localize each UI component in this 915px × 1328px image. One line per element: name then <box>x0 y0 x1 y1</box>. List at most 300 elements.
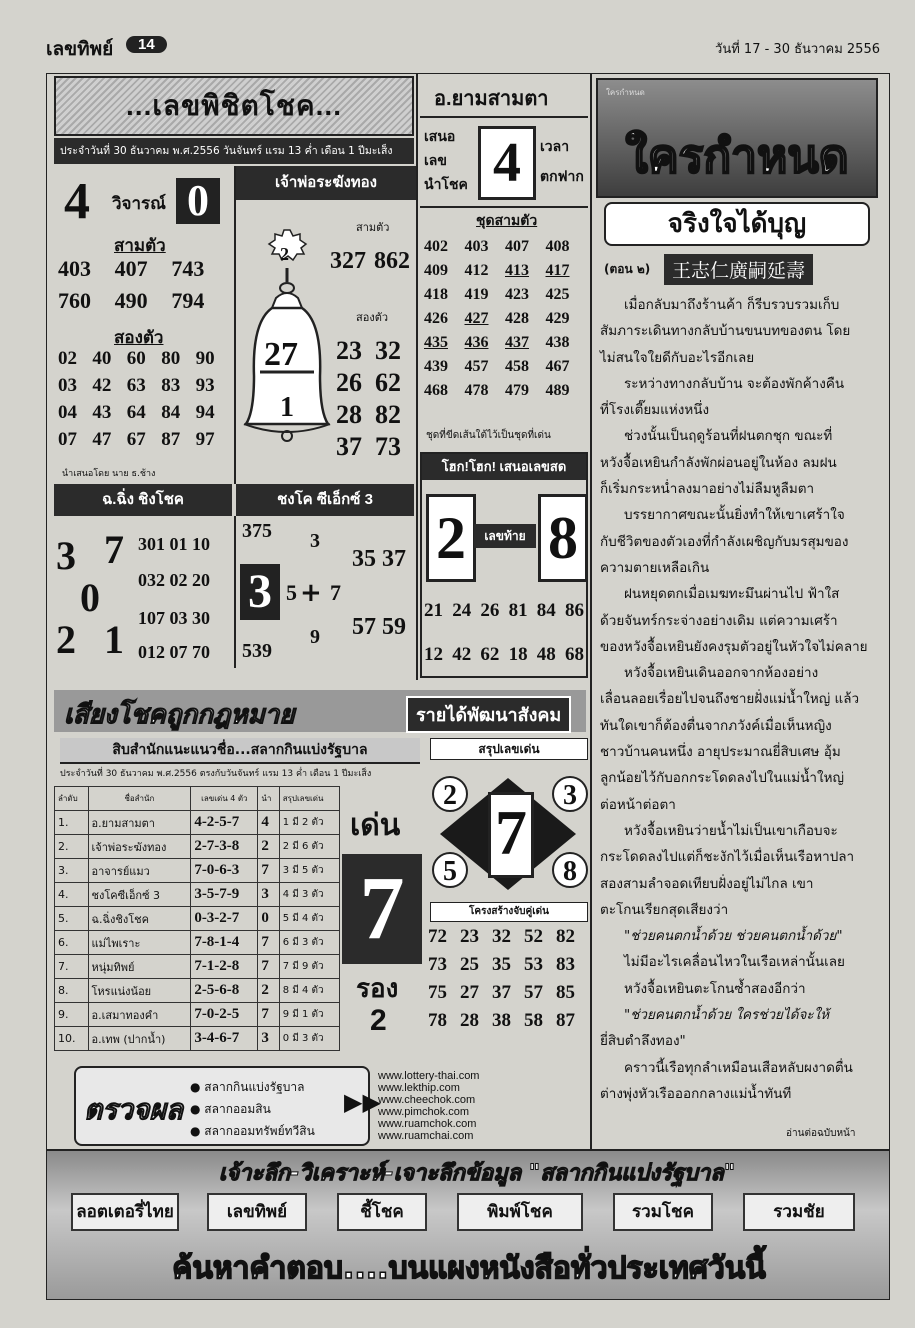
footer-tagline: เจ้าะลึก-วิเคราะห์-เจาะลึกข้อมูล "สลากกินแบ่งรัฐบาล" <box>218 1161 736 1186</box>
issue-date: วันที่ 17 - 30 ธันวาคม 2556 <box>715 42 880 57</box>
site-link[interactable]: www.lottery-thai.com <box>378 1070 480 1082</box>
bell-two-num: 28 <box>336 400 362 429</box>
two-num: 90 <box>195 348 215 369</box>
yam-num: 407 <box>505 238 529 255</box>
story-line: ของหวังจื้อเหยินยังคงรุมตัวอยู่ในหัวใจไม่คลาย <box>600 638 868 655</box>
cell: อ.เทพ (ปากน้ำ) <box>88 1027 191 1051</box>
hot-num: 42 <box>452 644 472 665</box>
story-continue: อ่านต่อฉบับหน้า <box>786 1128 856 1139</box>
table-row <box>55 859 340 883</box>
rong-value: 2 <box>370 1004 387 1037</box>
yam-num: 402 <box>424 238 448 255</box>
arrow-icon: ▶▶ <box>344 1088 381 1116</box>
two-num: 43 <box>92 402 112 423</box>
yam-num: 439 <box>424 358 448 375</box>
site-link[interactable]: www.cheechok.com <box>378 1094 476 1106</box>
two-num: 40 <box>92 348 112 369</box>
story-line: ช่วงนั้นเป็นฤดูร้อนที่ฝนตกชุก ขณะที่ <box>624 428 833 445</box>
pair-num: 35 <box>492 954 511 975</box>
virun-right-box <box>176 178 220 224</box>
two-num: 97 <box>195 429 215 450</box>
ching-row-2: 032 02 20 <box>138 570 210 590</box>
yam-num: 426 <box>424 310 448 327</box>
chong-bottom-right: 9 <box>310 626 320 648</box>
cell: 0 มี 3 ตัว <box>279 1027 339 1051</box>
pair-num: 83 <box>556 954 575 975</box>
story-line: กระโดดลงไปแต่ก็ชะงักไว้เมื่อเห็นเรือหาปลา <box>600 849 855 866</box>
plus-icon: + <box>300 578 322 608</box>
cell: 7 มี 9 ตัว <box>279 955 339 979</box>
yam-num: 468 <box>424 382 448 399</box>
story-chinese: 王志仁廣嗣延壽 <box>664 254 813 285</box>
yam-num: 428 <box>505 310 529 327</box>
pair-num: 85 <box>556 982 575 1003</box>
hot-row-1 <box>424 600 584 622</box>
story-line: เลื่อนลอยเรื่อยไปจนถึงชายฝั่งแม่น้ำใหญ่ แล้ว <box>600 691 860 708</box>
pair-num: 53 <box>524 954 543 975</box>
ching-big-2: 7 <box>104 527 124 572</box>
story-line: ด้วยจันทร์กระจ่างอย่างเดิม แต่ความเศร้า <box>600 612 838 629</box>
pair-num: 78 <box>428 1010 447 1031</box>
sum-circle: 5 <box>432 852 468 888</box>
footer-badge: ลอตเตอรี่ไทย <box>71 1193 179 1231</box>
cell: 7-1-2-8 <box>191 955 258 979</box>
cell: 7-8-1-4 <box>191 931 258 955</box>
two-num: 03 <box>58 375 77 396</box>
sum-title: สรุปเลขเด่น <box>478 742 540 756</box>
two-num: 60 <box>126 348 146 369</box>
yam-title: อ.ยามสามตา <box>434 88 549 110</box>
hot-row-2 <box>424 644 584 666</box>
table-row <box>55 835 340 859</box>
bell-numerator: 27 <box>264 336 298 373</box>
ching-big-3: 0 <box>80 575 100 620</box>
pair-num: 52 <box>524 926 543 947</box>
cell: 2 <box>258 979 279 1003</box>
ching-big-1: 3 <box>56 533 76 578</box>
check-label: ตรวจผล <box>84 1093 183 1126</box>
site-link[interactable]: www.lekthip.com <box>378 1082 460 1094</box>
cell: ชงโคซีเอ็กซ์ 3 <box>88 883 191 907</box>
two-num: 64 <box>126 402 146 423</box>
yam-block <box>420 76 588 448</box>
check-item-label: สลากกินแบ่งรัฐบาล <box>204 1080 305 1094</box>
story-subtitle: จริงใจได้บุญ <box>667 209 807 239</box>
table-row <box>55 883 340 907</box>
yam-num: 408 <box>545 238 570 255</box>
two-grid <box>58 348 230 451</box>
story-line: ไม่มีอะไรเคลื่อนไหวในเรือเหล่านั้นเลย <box>624 954 845 971</box>
chong-center: 3 <box>248 565 272 618</box>
two-num: 80 <box>161 348 181 369</box>
footer-badge: รวมชัย <box>743 1193 855 1231</box>
virun-label: วิจารณ์ <box>112 194 166 213</box>
story-line: ยี่สิบตำลึงทอง" <box>600 1033 686 1050</box>
yam-num: 438 <box>545 334 570 351</box>
yam-num: 409 <box>424 262 448 279</box>
three-num: 407 <box>114 256 148 281</box>
yam-num: 417 <box>545 262 570 279</box>
bell-top-digit: 2 <box>280 244 289 264</box>
bell-two-grid <box>336 336 414 462</box>
story-line: ลูกน้อยไว้กับอกกระโดดลงไปในแม่น้ำใหญ่ <box>600 770 844 787</box>
three-num: 490 <box>114 288 148 313</box>
virun-left: 4 <box>64 173 90 230</box>
cell: อาจารย์แมว <box>88 859 191 883</box>
cell: 4 มี 3 ตัว <box>279 883 339 907</box>
col-header: สรุปเลขเด่น <box>279 787 339 811</box>
bell-block <box>234 166 416 484</box>
cell: 2. <box>55 835 89 859</box>
two-num: 47 <box>92 429 112 450</box>
yam-num: 425 <box>545 286 570 303</box>
hot-num: 48 <box>536 644 556 665</box>
chong-right-2: 57 59 <box>352 614 406 640</box>
cell: 9. <box>55 1003 89 1027</box>
bell-two-num: 73 <box>375 432 401 461</box>
rong-label: รอง <box>356 973 399 1003</box>
hot-num: 26 <box>480 600 500 621</box>
hot-num: 21 <box>424 600 443 621</box>
yam-num: 403 <box>464 238 489 255</box>
ching-row-3: 107 03 30 <box>138 608 210 628</box>
bell-two-num: 82 <box>375 400 401 429</box>
table-header <box>55 787 340 811</box>
cell: 0-3-2-7 <box>191 907 258 931</box>
story-line: ระหว่างทางกลับบ้าน จะต้องพักค้างคืน <box>624 375 845 392</box>
three-grid <box>58 256 228 314</box>
ching-big-4: 2 <box>56 617 76 662</box>
cell: 8 มี 4 ตัว <box>279 979 339 1003</box>
yam-label-1: เสนอ <box>424 128 456 144</box>
hot-left-box <box>426 494 476 582</box>
bell-three-2: 862 <box>374 248 410 274</box>
col-header: ลำดับ <box>55 787 89 811</box>
pair-num: 37 <box>492 982 511 1003</box>
chong-bottom-left: 539 <box>242 640 272 662</box>
site-list <box>378 1070 538 1142</box>
virun-right: 0 <box>187 176 209 225</box>
story-line: หวังจื้อเหยินว่ายน้ำไม่เป็นเขาเกือบจะ <box>624 822 838 839</box>
cell: 10. <box>55 1027 89 1051</box>
story-line: ฝนหยุดตกเมื่อเมฆทะมึนผ่านไป ฟ้าใส <box>624 586 840 603</box>
cell: 4 <box>258 811 279 835</box>
left-title-box <box>54 76 414 136</box>
cell: 4. <box>55 883 89 907</box>
story-line: บรรยากาศขณะนั้นยิ่งทำให้เขาเศร้าใจ <box>624 507 845 524</box>
two-num: 87 <box>161 429 181 450</box>
banner-right: รายได้พัฒนาสังคม <box>406 696 571 733</box>
chong-mid: 5 <box>286 580 297 605</box>
den-box <box>342 854 422 964</box>
story-line: ที่โรงเตี๊ยมแห่งหนึ่ง <box>600 402 710 419</box>
sum-title-box <box>430 738 588 760</box>
publication-name: เลขทิพย์ <box>46 39 114 60</box>
den-column <box>342 786 422 1056</box>
story-line: กับชีวิตของตัวเองที่กำลังเผชิญกับมรสุมของ <box>600 533 849 550</box>
story-line: ตะโกนเรียกสุดเสียงว่า <box>600 901 729 918</box>
yam-num: 467 <box>545 358 570 375</box>
cell: โหรแน่งน้อย <box>88 979 191 1003</box>
ching-title: ฉ.ฉิ่ง ชิงโชค <box>54 484 232 516</box>
three-num: 760 <box>58 288 91 313</box>
table-row <box>55 931 340 955</box>
pair-num: 57 <box>524 982 543 1003</box>
pair-num: 27 <box>460 982 479 1003</box>
col-header: นำ <box>258 787 279 811</box>
footer-badge: พิมพ์โชค <box>457 1193 583 1231</box>
cell: 6 มี 3 ตัว <box>279 931 339 955</box>
diamond-value: 7 <box>488 792 534 878</box>
yam-num: 489 <box>545 382 570 399</box>
two-num: 84 <box>161 402 181 423</box>
pair-num: 38 <box>492 1010 511 1031</box>
divider <box>416 74 418 680</box>
page-header <box>40 34 890 64</box>
cell: 9 มี 1 ตัว <box>279 1003 339 1027</box>
story-line: หวังจื้อเหยินกำลังพักผ่อนอยู่ในห้อง ลมฝน <box>600 454 837 471</box>
cell: 7 <box>258 859 279 883</box>
three-label: สามตัว <box>114 236 166 255</box>
cell: 3-4-6-7 <box>191 1027 258 1051</box>
chong-plus: 7 <box>330 580 341 605</box>
two-num: 67 <box>126 429 146 450</box>
pair-num: 28 <box>460 1010 479 1031</box>
story-line: ต่อหน้าต่อตา <box>600 796 676 813</box>
cell: แม่ไพเราะ <box>88 931 191 955</box>
hot-right-box <box>538 494 588 582</box>
story-line: สัมภาระเดินทางกลับบ้านขนบทของตน โดย <box>600 323 851 340</box>
chong-block <box>234 516 416 668</box>
story-line: ต่างพุ่งหัวเรือออกกลางแม่น้ำทันที <box>600 1085 792 1102</box>
left-date-bar <box>54 138 414 164</box>
yam-num: 478 <box>464 382 489 399</box>
story-line: "ช่วยคนตกน้ำด้วย ใครช่วยได้จะให้ <box>624 1007 830 1024</box>
story-line: สองสามลำจอดเทียบฝั่งอยู่ไม่ไกล เขา <box>600 875 814 892</box>
sum-circle: 2 <box>432 776 468 812</box>
chong-center-box <box>240 564 280 620</box>
table-row <box>55 979 340 1003</box>
two-num: 94 <box>195 402 215 423</box>
story-title: ใครกำหนด <box>625 129 849 183</box>
story-line: หวังจื้อเหยินตะโกนซ้ำสองอีกว่า <box>624 980 806 997</box>
story-line: หวังจื้อเหยินเดินออกจากห้องอย่าง <box>624 665 819 682</box>
story-line: "ช่วยคนตกน้ำด้วย ช่วยคนตกน้ำด้วย" <box>624 928 843 945</box>
story-line: ก็เริ่มกระหน่ำลงมาอย่างไม่ลืมหูลืมตา <box>600 481 815 498</box>
yam-num: 412 <box>464 262 489 279</box>
bell-three-1: 327 <box>330 248 366 274</box>
cell: 7 <box>258 1003 279 1027</box>
sum-circle: 8 <box>552 852 588 888</box>
hot-num: 68 <box>564 644 584 665</box>
pair-num: 25 <box>460 954 479 975</box>
yam-num: 436 <box>464 334 489 351</box>
footer-bottom: ค้นหาคำตอบ....บนแผงหนังสือทั่วประเทศวันนี้ <box>172 1251 766 1286</box>
footer-badge: รวมโชค <box>613 1193 713 1231</box>
bell-two-label: สองตัว <box>356 312 389 324</box>
pair-num: 82 <box>556 926 575 947</box>
story-header-intro: ใครกำหนด <box>606 88 645 97</box>
pair-num: 58 <box>524 1010 543 1031</box>
yam-grid <box>424 238 586 400</box>
cell: 0 <box>258 907 279 931</box>
cell: 6. <box>55 931 89 955</box>
table-row <box>55 955 340 979</box>
yam-right-2: ตกฟาก <box>540 168 584 184</box>
hot-left: 2 <box>436 505 466 571</box>
story-line: ชาวบ้านคนหนึ่ง อายุประมาณยี่สิบเศษ อุ้ม <box>600 744 841 761</box>
credit-line: นำเสนอโดย นาย ธ.ช้าง <box>62 469 156 479</box>
three-num: 743 <box>171 256 205 281</box>
virun-block <box>54 166 232 484</box>
story-line: คราวนี้เรือทุกลำเหมือนเสือหลับผงาดตื่น <box>624 1059 853 1076</box>
table-row <box>55 811 340 835</box>
pair-num: 87 <box>556 1010 575 1031</box>
cell: 7-0-6-3 <box>191 859 258 883</box>
page-number: 14 <box>126 36 167 53</box>
table-row <box>55 1003 340 1027</box>
bell-denominator: 1 <box>280 392 294 423</box>
site-link[interactable]: www.ruamchok.com <box>378 1118 477 1130</box>
hot-num: 81 <box>508 600 528 621</box>
chong-right-1: 35 37 <box>352 546 406 572</box>
two-num: 93 <box>195 375 215 396</box>
footer <box>46 1150 890 1300</box>
cell: อ.ยามสามตา <box>88 811 191 835</box>
two-label: สองตัว <box>114 328 164 347</box>
cell: 7 <box>258 955 279 979</box>
pairs-panel <box>426 902 588 1054</box>
cell: 5 มี 4 ตัว <box>279 907 339 931</box>
site-link[interactable]: www.pimchok.com <box>378 1106 470 1118</box>
yam-note: ชุดที่ขีดเส้นใต้ไว้เป็นชุดที่เด่น <box>426 430 551 441</box>
check-box <box>74 1066 381 1146</box>
yam-sub: ชุดสามตัว <box>476 212 538 228</box>
two-num: 04 <box>58 402 77 423</box>
hot-num: 18 <box>508 644 528 665</box>
hot-right: 8 <box>548 505 578 571</box>
summary-date: ประจำวันที่ 30 ธันวาคม พ.ศ.2556 ตรงกับวันจันทร์ แรม 13 ค่ำ เดือน 1 ปีมะเส็ง <box>60 769 372 779</box>
story-line: ทันใดเขาก็ต้องตื่นจากภวังค์เมื่อเห็นหญิง <box>600 717 832 734</box>
col-header: เลขเด่น 4 ตัว <box>191 787 258 811</box>
check-item-label: สลากออมทรัพย์ทวีสิน <box>204 1124 315 1138</box>
pair-num: 23 <box>460 926 479 947</box>
den-value: 7 <box>359 859 405 958</box>
sum-circle: 3 <box>552 776 588 812</box>
cell: 2-7-3-8 <box>191 835 258 859</box>
yam-big: 4 <box>493 132 521 194</box>
cell: 7. <box>55 955 89 979</box>
hot-block <box>420 452 588 678</box>
cell: เจ้าพ่อระฆังทอง <box>88 835 191 859</box>
banner-left: เสียงโชคถูกกฎหมาย <box>64 700 295 730</box>
yam-label-3: นำโชค <box>424 176 468 192</box>
two-num: 83 <box>161 375 181 396</box>
chong-title: ชงโค ซีเอ็กซ์ 3 <box>236 484 414 516</box>
cell: 8. <box>55 979 89 1003</box>
two-num: 07 <box>58 429 77 450</box>
yam-num: 423 <box>505 286 529 303</box>
pair-num: 32 <box>492 926 511 947</box>
pair-num: 72 <box>428 926 447 947</box>
bell-title: เจ้าพ่อระฆังทอง <box>236 166 416 200</box>
check-item-label: สลากออมสิน <box>204 1102 271 1116</box>
cell: 4-2-5-7 <box>191 811 258 835</box>
story-line: ความตายเหลือเกิน <box>600 559 710 576</box>
footer-badge: เลขทิพย์ <box>207 1193 307 1231</box>
cell: 5. <box>55 907 89 931</box>
yam-num: 457 <box>464 358 489 375</box>
hot-num: 62 <box>480 644 500 665</box>
chong-top-left: 375 <box>242 520 272 542</box>
hot-num: 24 <box>452 600 472 621</box>
left-date-line: ประจำวันที่ 30 ธันวาคม พ.ศ.2556 วันจันทร์ แรม 13 ค่ำ เดือน 1 ปีมะเส็ง <box>60 145 393 157</box>
pair-grid <box>428 926 588 1032</box>
cell: 2 <box>258 835 279 859</box>
story-line: เมื่อกลับมาถึงร้านค้า ก็รีบรวบรวมเก็บ <box>624 297 840 313</box>
yam-num: 418 <box>424 286 448 303</box>
ching-row-1: 301 01 10 <box>138 534 210 554</box>
check-item-2: ● สลากออมสิน <box>190 1102 271 1116</box>
table-row <box>55 907 340 931</box>
ching-big-5: 1 <box>104 617 124 662</box>
story-line: ไม่สนใจใยดีกับอะไรอีกเลย <box>600 349 755 366</box>
story-header-image <box>596 78 878 198</box>
table-row <box>55 1027 340 1051</box>
pair-num: 73 <box>428 954 447 975</box>
cell: หนุ่มทิพย์ <box>88 955 191 979</box>
yam-num: 413 <box>505 262 529 279</box>
divider <box>590 74 592 1150</box>
check-item-3: ● สลากออมทรัพย์ทวีสิน <box>190 1124 315 1138</box>
hot-title: โฮก!โฮก! เสนอเลขสด <box>422 454 586 480</box>
summary-title: สิบสำนักแนะแนวชื่อ...สลากกินแบ่งรัฐบาล <box>60 738 420 764</box>
yam-num: 429 <box>545 310 570 327</box>
cell: 2 มี 6 ตัว <box>279 835 339 859</box>
site-link[interactable]: www.ruamchai.com <box>378 1130 474 1142</box>
banner <box>54 690 586 732</box>
two-num: 63 <box>126 375 146 396</box>
story-subtitle-box <box>604 202 870 246</box>
cell: 7-0-2-5 <box>191 1003 258 1027</box>
cell: 3 <box>258 1027 279 1051</box>
summary-table <box>54 786 340 1051</box>
yam-num: 427 <box>464 310 489 327</box>
den-label: เด่น <box>350 809 401 842</box>
hot-num: 84 <box>536 600 556 621</box>
cell: 3 <box>258 883 279 907</box>
cell: 3. <box>55 859 89 883</box>
cell: ฉ.ฉิ่งชิงโชค <box>88 907 191 931</box>
yam-num: 419 <box>464 286 489 303</box>
hot-mid: เลขท้าย <box>474 524 536 548</box>
cell: 3-5-7-9 <box>191 883 258 907</box>
hot-num: 86 <box>564 600 584 621</box>
yam-num: 437 <box>505 334 529 351</box>
bell-two-num: 62 <box>375 368 401 397</box>
two-num: 02 <box>58 348 77 369</box>
yam-big-box <box>478 126 536 200</box>
cell: 2-5-6-8 <box>191 979 258 1003</box>
ching-row-4: 012 07 70 <box>138 642 210 662</box>
chong-top-right: 3 <box>310 530 320 552</box>
bell-two-num: 37 <box>336 432 362 461</box>
hot-num: 12 <box>424 644 443 665</box>
pair-title: โครงสร้างจับคู่เด่น <box>430 902 588 922</box>
yam-label-2: เลข <box>424 152 447 168</box>
bell-two-num: 23 <box>336 336 362 365</box>
ching-block <box>54 516 234 668</box>
